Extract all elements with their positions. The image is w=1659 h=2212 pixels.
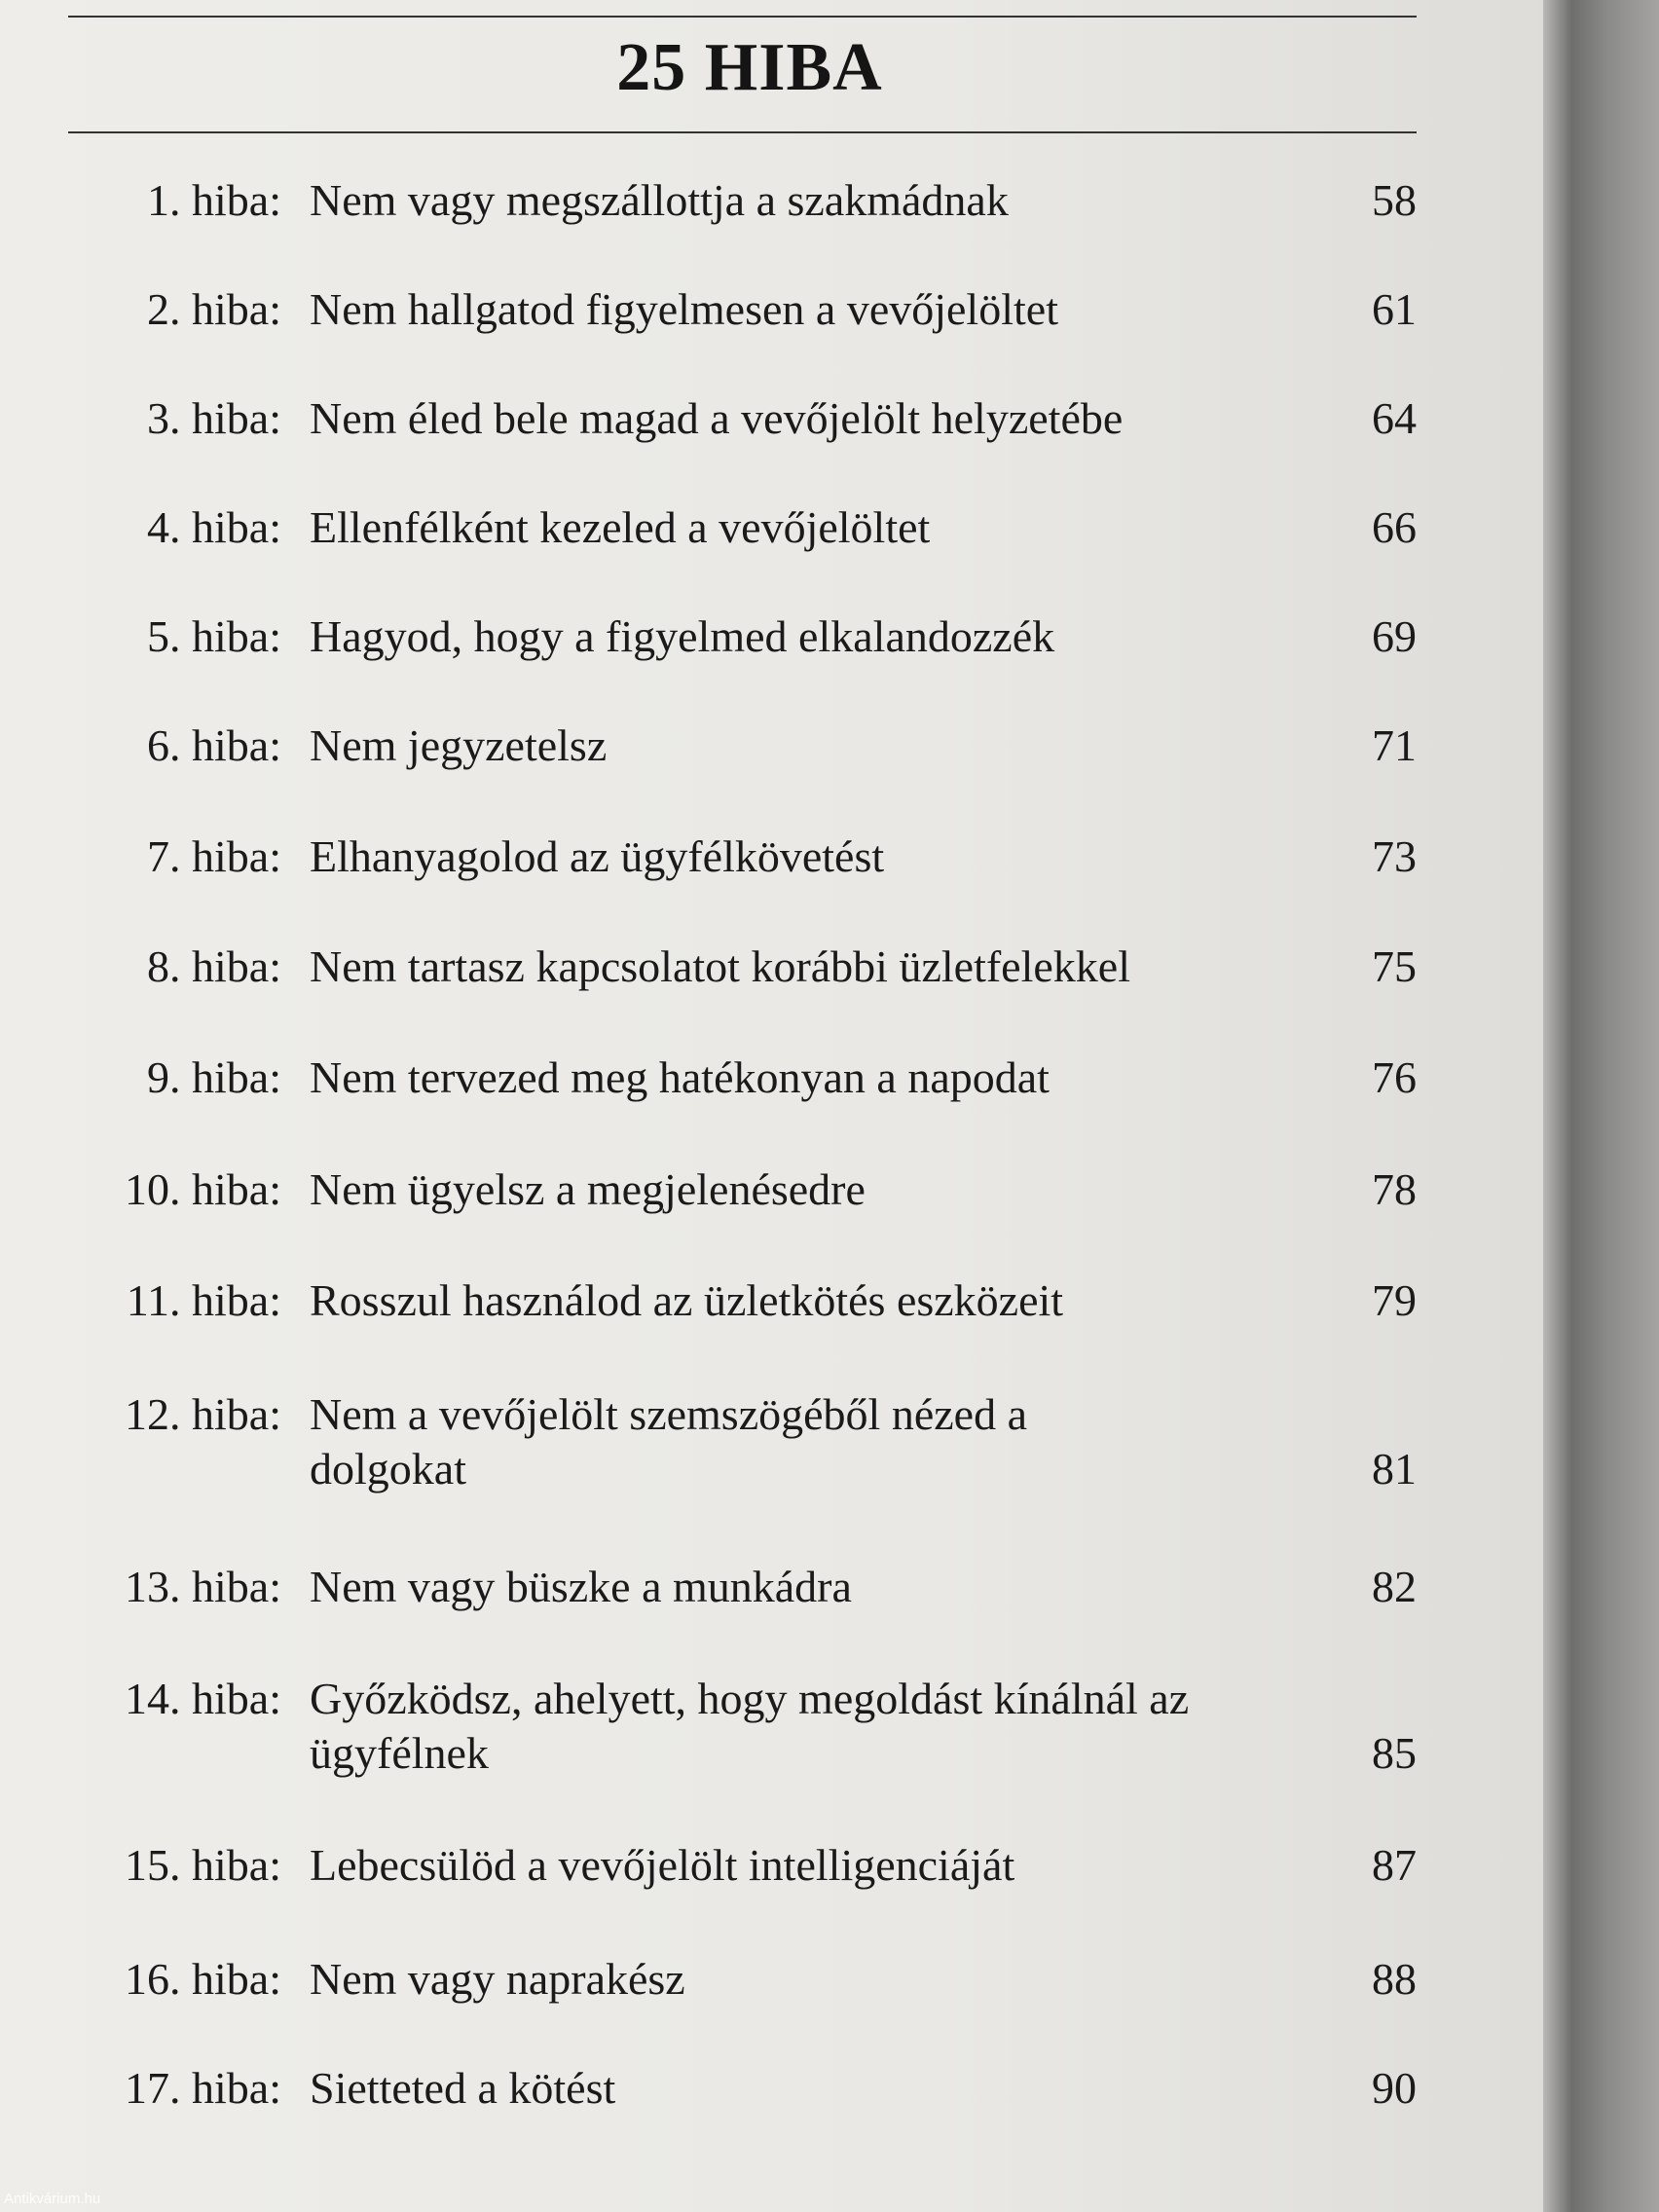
toc-entry xyxy=(0,282,1499,360)
section-heading: 25 HIBA xyxy=(616,30,883,105)
entry-page-number: 69 xyxy=(1372,611,1417,661)
entry-number: 17. hiba: xyxy=(125,2063,281,2113)
entry-number: 8. hiba: xyxy=(147,941,281,991)
entry-page-number: 64 xyxy=(1372,393,1417,443)
entry-page-number: 61 xyxy=(1372,284,1417,334)
entry-page-number: 82 xyxy=(1372,1562,1417,1611)
entry-page-number: 76 xyxy=(1372,1052,1417,1102)
entry-title: Nem vagy megszállottja a szakmádnak xyxy=(310,175,1009,225)
entry-number: 13. hiba: xyxy=(125,1562,281,1611)
entry-page-number: 87 xyxy=(1372,1840,1417,1890)
entry-title: Elhanyagolod az ügyfélkövetést xyxy=(310,831,885,881)
watermark-text: Antikvárium.hu xyxy=(4,2191,101,2207)
heading-underline xyxy=(68,131,1417,133)
toc-entry xyxy=(0,719,1499,796)
toc-entry xyxy=(0,940,1499,1017)
top-rule xyxy=(68,16,1417,18)
toc-entry xyxy=(0,173,1499,251)
entry-page-number: 73 xyxy=(1372,831,1417,881)
entry-title: Nem vagy büszke a munkádra xyxy=(310,1562,852,1611)
entry-number: 16. hiba: xyxy=(125,1954,281,2004)
entry-number: 6. hiba: xyxy=(147,720,281,770)
entry-title: Rosszul használod az üzletkötés eszközeit xyxy=(310,1275,1064,1325)
entry-title: Nem a vevőjelölt szemszögéből nézed a dolgokat xyxy=(310,1389,1027,1493)
toc-entry xyxy=(0,830,1499,907)
entry-title: Nem tervezed meg hatékonyan a napodat xyxy=(310,1052,1050,1102)
page-edge-shadow xyxy=(1543,0,1659,2212)
entry-title: Hagyod, hogy a figyelmed elkalandozzék xyxy=(310,611,1055,661)
toc-entry xyxy=(0,500,1499,578)
toc-entry xyxy=(0,1838,1499,1916)
entry-page-number: 85 xyxy=(1372,1728,1417,1778)
toc-entry xyxy=(0,1051,1499,1128)
entry-number: 14. hiba: xyxy=(125,1674,281,1723)
toc-entry xyxy=(0,1672,1499,1808)
toc-entry xyxy=(0,1952,1499,2030)
entry-title: Ellenfélként kezeled a vevőjelöltet xyxy=(310,502,931,552)
entry-number: 9. hiba: xyxy=(147,1052,281,1102)
toc-entry xyxy=(0,1387,1499,1524)
entry-number: 7. hiba: xyxy=(147,831,281,881)
toc-entry xyxy=(0,1273,1499,1351)
entry-page-number: 58 xyxy=(1372,175,1417,225)
entry-title: Lebecsülöd a vevőjelölt intelligenciáját xyxy=(310,1840,1015,1890)
entry-title: Nem jegyzetelsz xyxy=(310,720,608,770)
toc-entry xyxy=(0,2061,1499,2139)
toc-entry xyxy=(0,1560,1499,1638)
entry-title: Nem vagy naprakész xyxy=(310,1954,685,2004)
entry-number: 4. hiba: xyxy=(147,502,281,552)
entry-page-number: 90 xyxy=(1372,2063,1417,2113)
entry-page-number: 75 xyxy=(1372,941,1417,991)
entry-page-number: 81 xyxy=(1372,1444,1417,1493)
entry-number: 5. hiba: xyxy=(147,611,281,661)
entry-page-number: 71 xyxy=(1372,720,1417,770)
entry-number: 1. hiba: xyxy=(147,175,281,225)
entry-title: Nem éled bele magad a vevőjelölt helyzetébe xyxy=(310,393,1124,443)
entry-title: Nem ügyelsz a megjelenésedre xyxy=(310,1164,866,1214)
entry-number: 10. hiba: xyxy=(125,1164,281,1214)
toc-entry xyxy=(0,1162,1499,1240)
entry-page-number: 88 xyxy=(1372,1954,1417,2004)
entry-page-number: 79 xyxy=(1372,1275,1417,1325)
entry-page-number: 66 xyxy=(1372,502,1417,552)
entry-page-number: 78 xyxy=(1372,1164,1417,1214)
entry-title: Sietteted a kötést xyxy=(310,2063,616,2113)
entry-title: Győzködsz, ahelyett, hogy megoldást kínálnál az ügyfélnek xyxy=(310,1674,1190,1778)
entry-number: 2. hiba: xyxy=(147,284,281,334)
entry-title: Nem hallgatod figyelmesen a vevőjelöltet xyxy=(310,284,1058,334)
entry-number: 3. hiba: xyxy=(147,393,281,443)
entry-number: 11. hiba: xyxy=(126,1275,281,1325)
toc-entry xyxy=(0,609,1499,687)
entry-number: 12. hiba: xyxy=(125,1389,281,1439)
entry-title: Nem tartasz kapcsolatot korábbi üzletfelekkel xyxy=(310,941,1130,991)
entry-number: 15. hiba: xyxy=(125,1840,281,1890)
toc-entry xyxy=(0,391,1499,469)
